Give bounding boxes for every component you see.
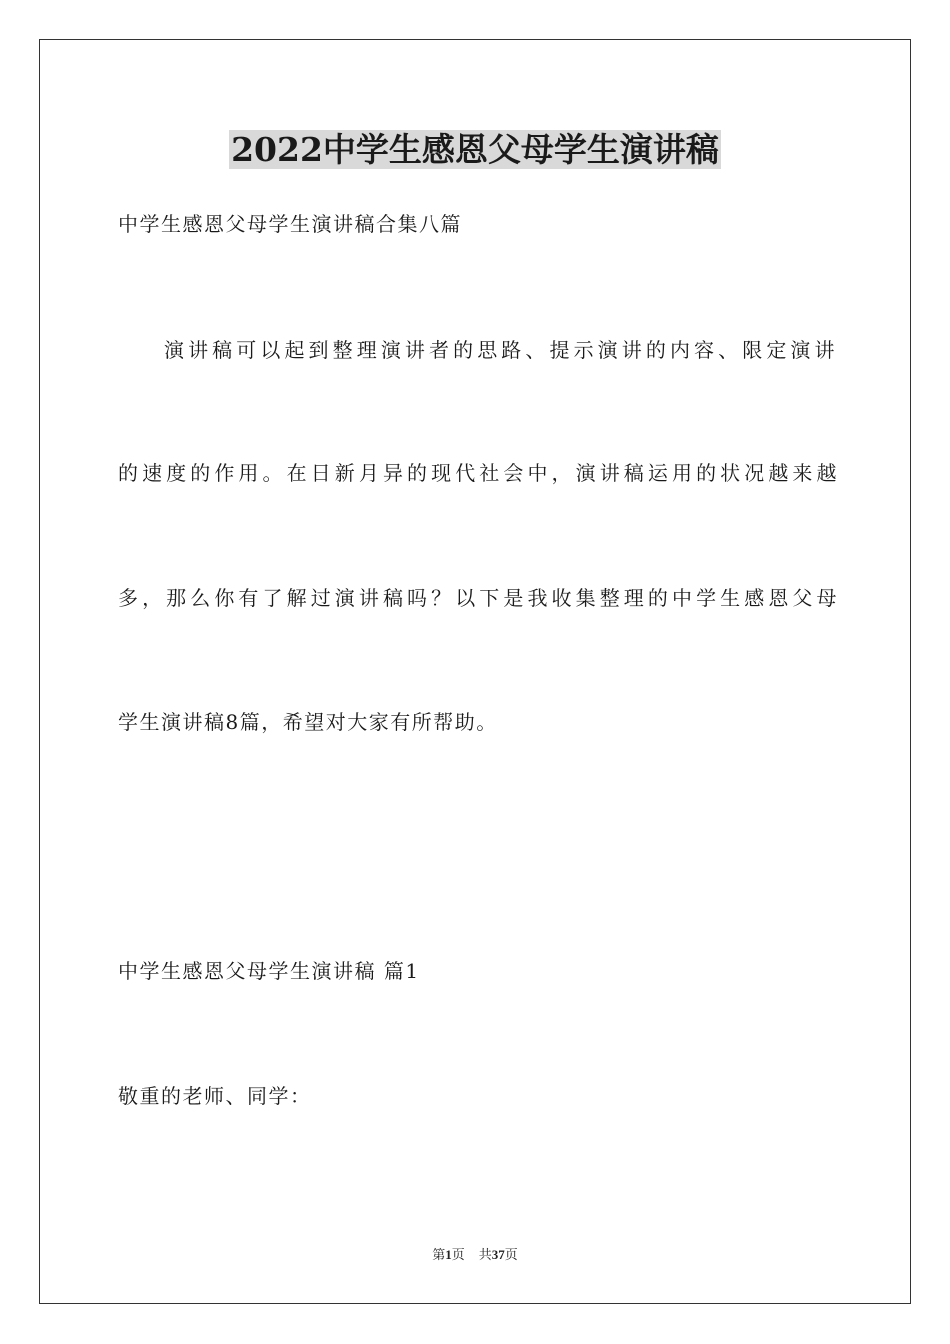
- page-prefix: 第: [432, 1247, 446, 1262]
- document-title-text: 2022中学生感恩父母学生演讲稿: [231, 130, 719, 169]
- document-subtitle: 中学生感恩父母学生演讲稿合集八篇: [118, 212, 462, 236]
- total-pages: 37: [491, 1247, 505, 1262]
- total-prefix: 共: [478, 1247, 492, 1262]
- total-suffix: 页: [504, 1247, 518, 1262]
- intro-paragraph-line: 学生演讲稿8篇，希望对大家有所帮助。: [118, 710, 498, 734]
- document-title: [0, 128, 950, 172]
- page-number: 1: [445, 1247, 452, 1262]
- intro-paragraph-line: 多，那么你有了解过演讲稿吗？以下是我收集整理的中学生感恩父母: [118, 586, 838, 610]
- intro-paragraph-line: 演讲稿可以起到整理演讲者的思路、提示演讲的内容、限定演讲: [164, 338, 836, 362]
- salutation: 敬重的老师、同学：: [118, 1084, 312, 1108]
- page-suffix: 页: [451, 1247, 465, 1262]
- page-footer: [0, 1246, 950, 1264]
- intro-paragraph-line: 的速度的作用。在日新月异的现代社会中，演讲稿运用的状况越来越: [118, 461, 838, 485]
- section-heading: 中学生感恩父母学生演讲稿 篇1: [118, 959, 420, 983]
